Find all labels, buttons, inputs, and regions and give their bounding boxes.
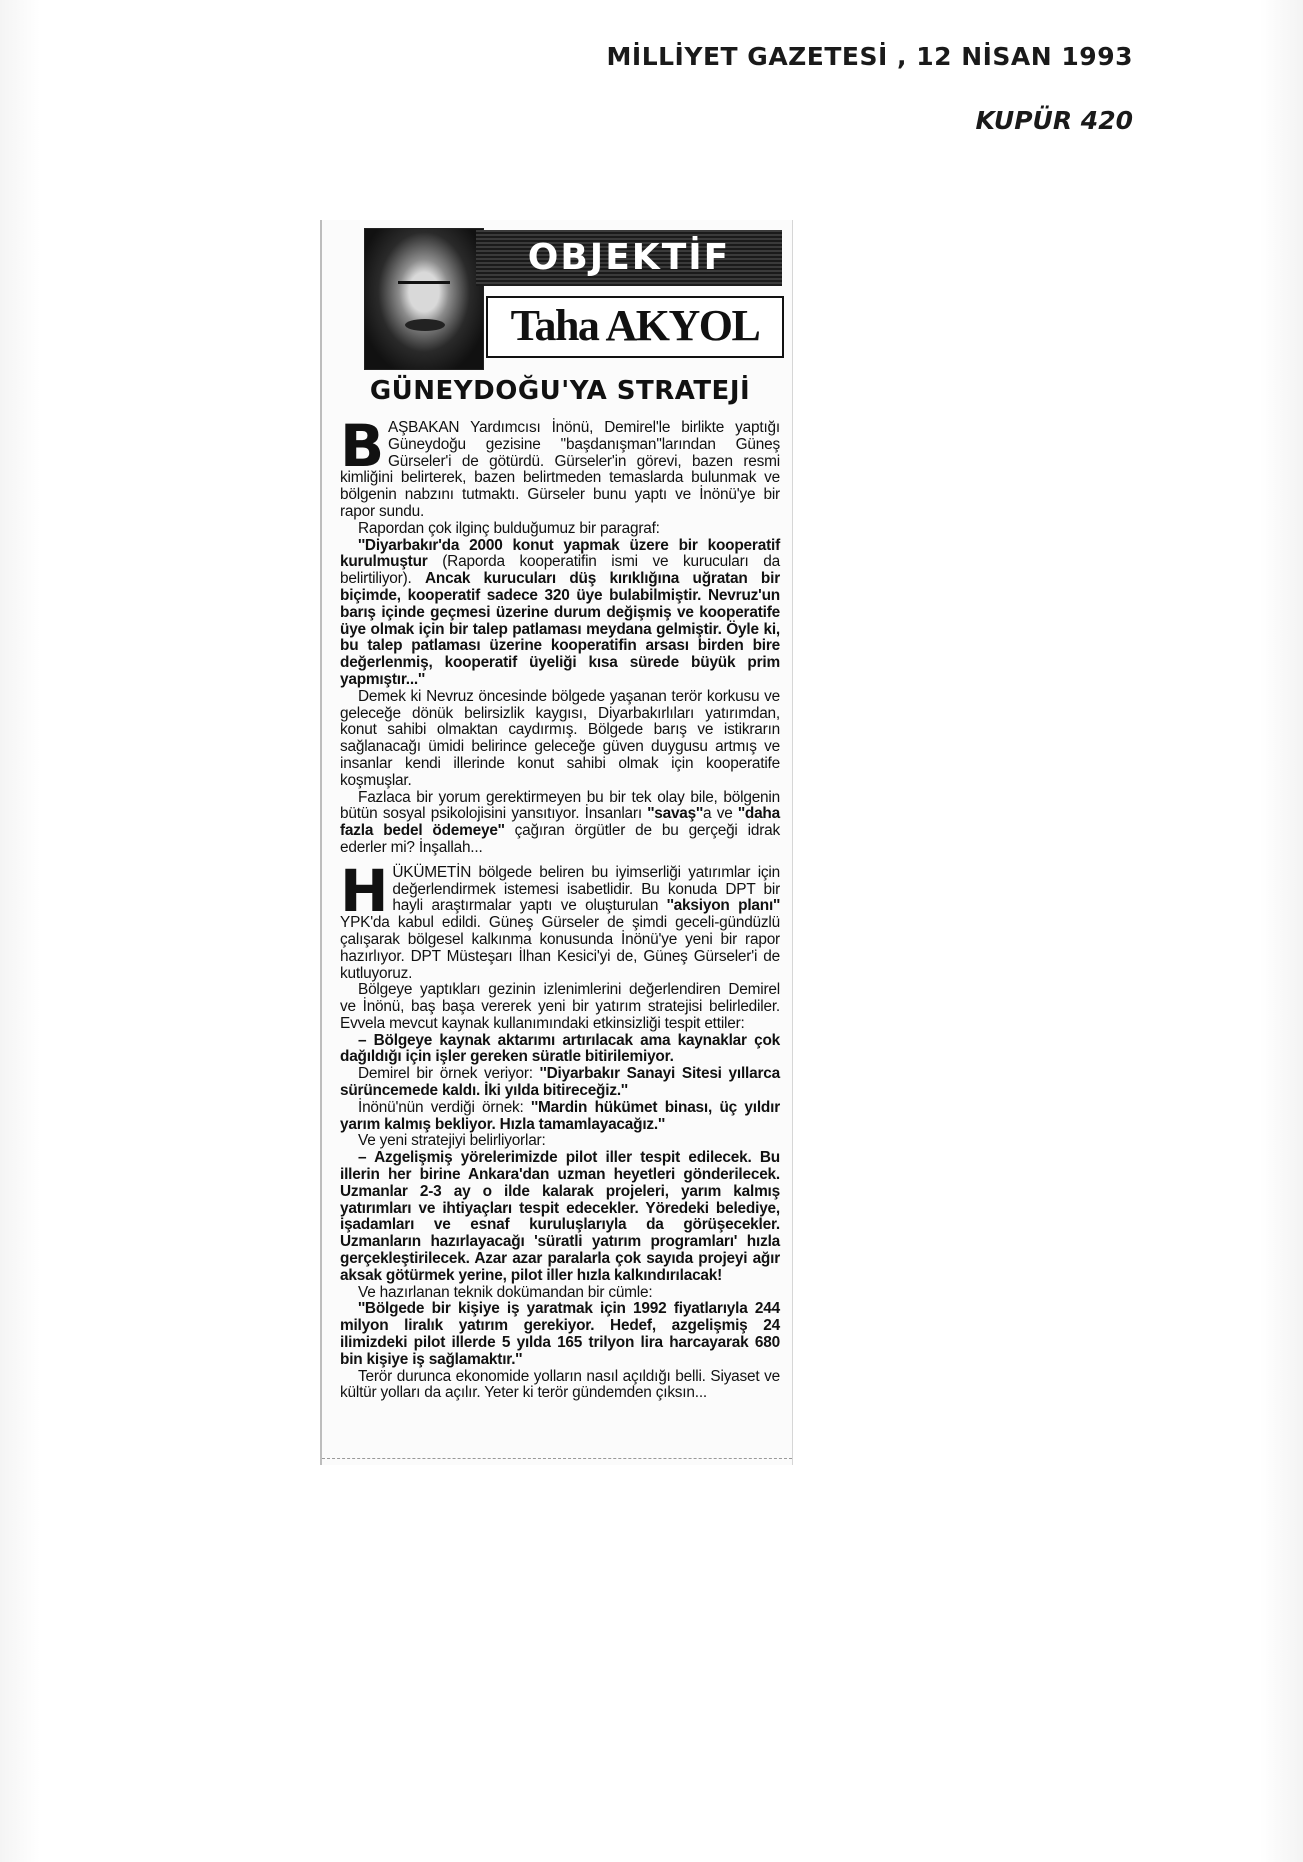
drop-cap: H	[340, 856, 389, 925]
article-headline: GÜNEYDOĞU'YA STRATEJİ	[369, 376, 751, 406]
newspaper-source: MİLLİYET GAZETESİ , 12 NİSAN 1993	[606, 42, 1133, 71]
paragraph: – Bölgeye kaynak aktarımı artırılacak ama kaynaklar çok dağıldığı için işler gereken süratle bitirilemiyor.	[340, 1031, 780, 1066]
paragraph: Bölgeye yaptıkları gezinin izlenimlerini değerlendiren Demirel ve İnönü, baş başa vererek yeni bir yatırım stratejisi belirlediler. Evvela mevcut kaynak kullanımındaki etkinsizliği tespit ettiler:	[340, 981, 780, 1032]
author-photo	[364, 228, 484, 370]
paragraph: HÜKÜMETİN bölgede beliren bu iyimserliği yatırımlar için değerlendirmek istemesi isabetlidir. Bu konuda DPT bir hayli araştırmalar yaptı ve oluşturulan ''aksiyon planı'' YPK'da kabul edildi. Güneş Gürseler de şimdi geceli-gündüzlü çalışarak bölgesel kalkınma konusunda İnönü'ye yeni bir rapor hazırlıyor. DPT Müsteşarı İlhan Kesici'yi de, Güneş Gürseler'i de kutluyoruz.	[340, 856, 780, 982]
column-masthead	[364, 228, 782, 368]
newspaper-clipping	[320, 220, 793, 1465]
paragraph: İnönü'nün verdiği örnek: ''Mardin hükümet binası, üç yıldır yarım kalmış bekliyor. Hızla tamamlayacağız.''	[340, 1098, 780, 1133]
paragraph: ''Bölgede bir kişiye iş yaratmak için 1992 fiyatlarıyla 244 milyon liralık yatırım gerekiyor. Hedef, azgelişmiş 24 ilimizdeki pilot illerde 5 yılda 165 trilyon lira harcayarak 680 bin kişiye iş sağlamaktır.''	[340, 1300, 780, 1368]
paragraph: Rapordan çok ilginç bulduğumuz bir paragraf:	[358, 519, 660, 537]
author-glasses-icon	[398, 281, 450, 300]
paragraph: Terör durunca ekonomide yolların nasıl açıldığı belli. Siyaset ve kültür yolları da açılır. Yeter ki terör gündemden çıksın...	[340, 1367, 780, 1402]
paragraph: Ve hazırlanan teknik dokümandan bir cümle:	[358, 1283, 653, 1301]
paragraph: ''Diyarbakır'da 2000 konut yapmak üzere bir kooperatif kurulmuştur (Raporda kooperatifin ismi ve kurucuları da belirtiliyor). Ancak kurucuları düş kırıklığına uğratan bir biçimde, kooperatif sadece 320 üye bulabilmiştir. Nevruz'un barış içinde geçmesi üzerine durum değişmiş ve kooperatife üye olmak için bir talep patlaması meydana gelmiştir. Öyle ki, bu talep patlaması üzerine kooperatifin arsası birden bire değerlenmiş, kooperatif üyeliği kısa sürede büyük prim yapmıştır...''	[340, 536, 780, 688]
author-name: Taha AKYOL	[486, 296, 784, 358]
paragraph: – Azgelişmiş yörelerimizde pilot iller tespit edilecek. Bu illerin her birine Ankara'dan uzman heyetleri gönderilecek. Uzmanlar 2-3 ay o ilde kalarak projeleri, yarım kalmış yatırımları ve ihtiyaçları tespit edecekler. Yöredeki belediye, işadamları ve esnaf kuruluşlarıyla da görüşecekler. Uzmanların hazırlayacağı 'süratli yatırım programları' hızla gerçekleştirilecek. Azar azar paralarla çok sayıda projeyi ağır aksak götürmek yerine, pilot iller hızla kalkındırılacak!	[340, 1149, 780, 1284]
clipping-number: KUPÜR 420	[975, 106, 1133, 135]
author-mustache-icon	[405, 319, 445, 331]
paragraph: BAŞBAKAN Yardımcısı İnönü, Demirel'le birlikte yaptığı Güneydoğu gezisine ''başdanışman''larından Güneş Gürseler'i de götürdü. Gürseler'in görevi, bazen resmi kimliğini belirterek, bazen belirtmeden temaslarda bulunmak ve bölgenin nabzını tutmaktı. Gürseler bunu yaptı ve İnönü'ye bir rapor sundu.	[340, 412, 780, 520]
clipping-bottom-rule	[322, 1458, 792, 1459]
article-body	[340, 412, 781, 1402]
paragraph: Demek ki Nevruz öncesinde bölgede yaşanan terör korkusu ve geleceğe dönük belirsizlik kaygısı, Diyarbakırlıları yatırımdan, konut sahibi olmaktan caydırmış. Bölgede barış ve istikrarın sağlanacağı ümidi belirince geleceğe güven duygusu artmış ve insanlar kendi illerinde konut sahibi olmak için kooperatife koşmuşlar.	[340, 687, 780, 789]
paragraph: Ve yeni stratejiyi belirliyorlar:	[358, 1132, 546, 1150]
drop-cap: B	[340, 412, 385, 480]
column-label: OBJEKTİF	[476, 230, 782, 286]
paragraph: Demirel bir örnek veriyor: ''Diyarbakır Sanayi Sitesi yıllarca sürüncemede kaldı. İki yılda bitireceğiz.''	[340, 1065, 781, 1100]
paragraph: Fazlaca bir yorum gerektirmeyen bu bir tek olay bile, bölgenin bütün sosyal psikolojisini yansıtıyor. İnsanları ''savaş''a ve ''daha fazla bedel ödemeye'' çağıran örgütler de bu gerçeği idrak ederler mi? İnşallah...	[340, 788, 781, 856]
